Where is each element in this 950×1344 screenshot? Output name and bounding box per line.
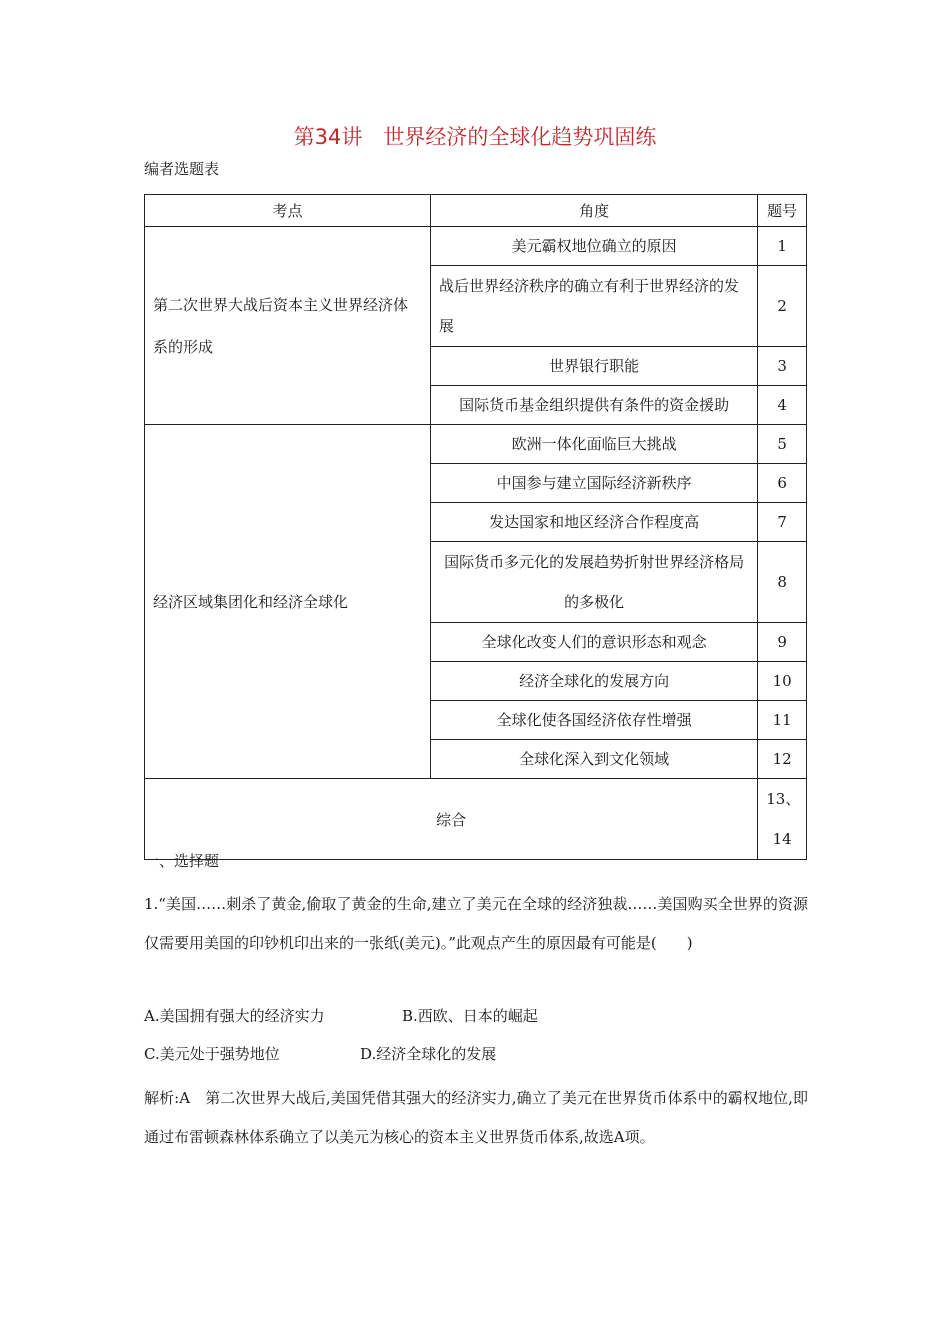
number-cell: 4 [758, 386, 807, 425]
number-cell: 6 [758, 464, 807, 503]
topic-cell-1: 第二次世界大战后资本主义世界经济体系的形成 [145, 227, 431, 425]
angle-cell: 全球化改变人们的意识形态和观念 [431, 623, 758, 662]
table-caption: 编者选题表 [144, 160, 220, 178]
summary-number-cell: 13、14 [758, 779, 807, 860]
table-header-row [145, 195, 807, 227]
angle-cell: 美元霸权地位确立的原因 [431, 227, 758, 266]
topic-cell-2: 经济区域集团化和经济全球化 [145, 425, 431, 779]
number-cell: 7 [758, 503, 807, 542]
options-line-1 [144, 1005, 808, 1026]
section-heading: 一、选择题 [144, 852, 220, 870]
summary-label-cell: 综合 [145, 779, 758, 860]
table-row [145, 425, 807, 464]
table-summary-row [145, 779, 807, 860]
number-cell: 3 [758, 347, 807, 386]
option-c: C.美元处于强势地位 [144, 1045, 280, 1063]
header-topic: 考点 [145, 195, 431, 227]
number-cell: 8 [758, 542, 807, 623]
angle-cell: 世界银行职能 [431, 347, 758, 386]
option-a: A.美国拥有强大的经济实力 [144, 1007, 325, 1025]
number-cell: 11 [758, 701, 807, 740]
page-title: 第34讲 世界经济的全球化趋势巩固练 [293, 125, 657, 149]
number-cell: 12 [758, 740, 807, 779]
question-stem: 1.“美国……刺杀了黄金,偷取了黄金的生命,建立了美元在全球的经济独裁……美国购买全世界的资源仅需要用美国的印钞机印出来的一张纸(美元)。”此观点产生的原因最有可能是( ) [144, 895, 808, 952]
header-number: 题号 [758, 195, 807, 227]
angle-cell: 全球化深入到文化领域 [431, 740, 758, 779]
option-b: B.西欧、日本的崛起 [402, 1007, 538, 1025]
angle-cell: 国际货币多元化的发展趋势折射世界经济格局的多极化 [431, 542, 758, 623]
angle-cell: 全球化使各国经济依存性增强 [431, 701, 758, 740]
header-angle: 角度 [431, 195, 758, 227]
number-cell: 5 [758, 425, 807, 464]
options-line-2 [144, 1043, 808, 1064]
number-cell: 2 [758, 266, 807, 347]
angle-cell: 发达国家和地区经济合作程度高 [431, 503, 758, 542]
number-cell: 10 [758, 662, 807, 701]
number-cell: 1 [758, 227, 807, 266]
angle-cell: 中国参与建立国际经济新秩序 [431, 464, 758, 503]
angle-cell: 欧洲一体化面临巨大挑战 [431, 425, 758, 464]
answer-analysis: 解析:A 第二次世界大战后,美国凭借其强大的经济实力,确立了美元在世界货币体系中的霸权地位,即通过布雷顿森林体系确立了以美元为核心的资本主义世界货币体系,故选A项。 [144, 1089, 808, 1146]
angle-cell: 战后世界经济秩序的确立有利于世界经济的发展 [431, 266, 758, 347]
angle-cell: 经济全球化的发展方向 [431, 662, 758, 701]
angle-cell: 国际货币基金组织提供有条件的资金援助 [431, 386, 758, 425]
table-row [145, 227, 807, 266]
topic-selection-table [144, 194, 807, 860]
number-cell: 9 [758, 623, 807, 662]
option-d: D.经济全球化的发展 [360, 1045, 497, 1063]
